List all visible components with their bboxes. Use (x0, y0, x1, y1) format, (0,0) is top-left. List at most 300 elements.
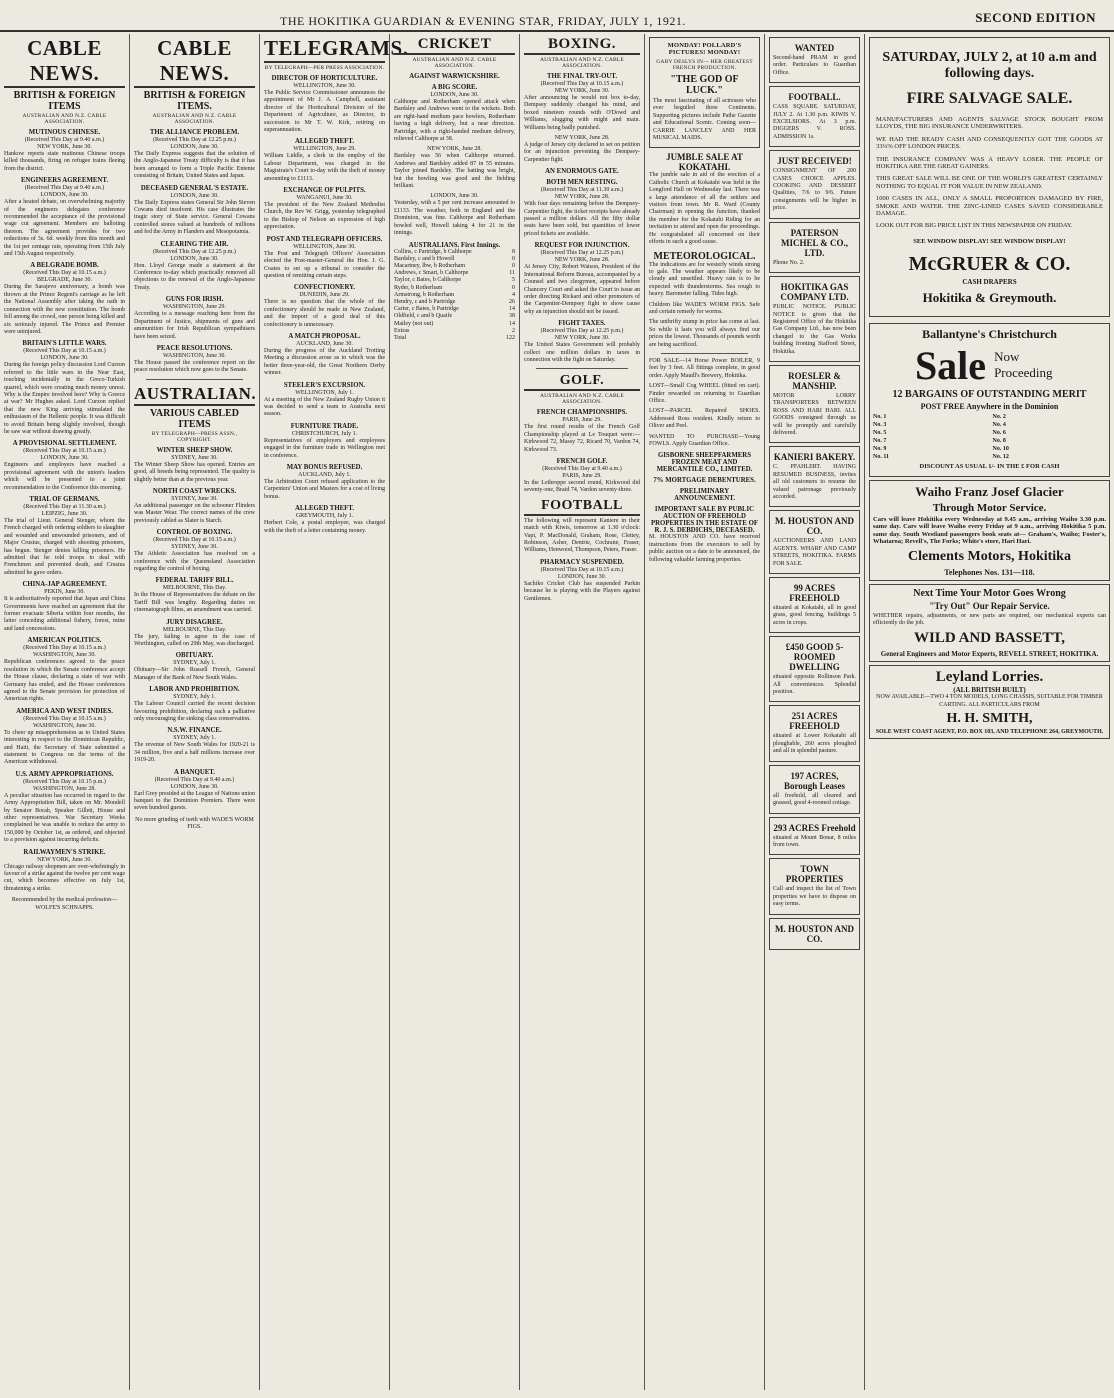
sale-banner (873, 342, 1106, 389)
article-headline: WINTER SHEEP SHOW. (156, 446, 233, 454)
classified-advert (769, 222, 860, 273)
theatre-advert (649, 37, 760, 148)
advert-text: Call and inspect the list of Town properties we have to dispose on easy terms. (773, 886, 856, 908)
dateline: LONDON, June 30. (40, 192, 89, 199)
auction-sub: 7% MORTGAGE DEBENTURES. (653, 477, 756, 485)
column-subheading: BRITISH & FOREIGN ITEMS. (143, 90, 246, 112)
bargain-item: No. 6 (992, 429, 1006, 436)
firm-sub: CASH DRAPERS (962, 277, 1017, 286)
article-text: According to a message reaching here from the Department of Justice, shipments of guns and ammunition for Irish Republican sympathisers have been seized. (134, 311, 255, 340)
dateline: SYDNEY, July 1. (173, 735, 216, 742)
article-text: During the foreign policy discussion Lord Curzon referred to the little wars in the Near East, touching incidentally in the Greco-Turkish quarrel, which were creating much money unrest. Why is the Empire involved here? Why is Greece at war? Mr Hughes asked. Lord Curzon replied that the new King arriving stimulated the enthusiasm of the Hellenic people. It was difficult to avoid Britain being slightly involved, though he saw war without drawing greatly. (4, 362, 125, 435)
motor-heading: Next Time Your Motor Goes Wrong (913, 587, 1066, 599)
article-text: The United States Government will probably collect one million dollars in taxes in connection with the fight on Saturday. (524, 342, 640, 363)
dateline: NEW YORK, June 28. (427, 146, 482, 153)
article-headline: PEACE RESOLUTIONS. (156, 344, 233, 352)
article-text: The Winter Sheep Show has opened. Entries are good, all breeds being represented. The quality is slightly better than at the previous year. (134, 461, 255, 483)
firm-name: McGRUER & CO. (908, 252, 1071, 275)
auction-text: M. HOUSTON AND CO. have received instructions from the executors to sell by public auction on a date to be announced, the following valuable farming properties. (649, 534, 760, 563)
article-headline: NORTH COAST WRECKS. (152, 487, 237, 495)
received-line: (Received This Day at 12.25 p.m.) (153, 248, 236, 255)
article-text: The jury, failing to agree in the case of Worthington, called on 29th May, was discharged. (134, 633, 255, 647)
received-line: (Received This Day at 9.40 a.m.) (24, 185, 105, 192)
divider (146, 379, 243, 380)
dateline: GREYMOUTH, July 1. (295, 513, 354, 520)
bargain-item: No. 8 (992, 437, 1006, 444)
bargain-item: No. 10 (992, 445, 1009, 452)
scoreboard-title: AUSTRALIANS. First Innings. (408, 241, 501, 249)
received-line: (Received This Day at 10.15 a.m.) (23, 645, 106, 652)
article-text: The trial of Lieut. General Stenger, whom the French charged with ordering soldiers to slaughter and wounded and unwounded prisoners, and of Major Crusius, charged with shooting prisoners, has begun. Stenger denies killing prisoners. He admitted that he told troops to deal with Frenchmen and prevented death, and Crusius admitted he gave orders. (4, 518, 125, 576)
article-headline: A BELGRADE BOMB. (30, 262, 99, 270)
note-item: The unthrifty stump in price has come at last. So while it lasts you will always find our prices the lowest. Thousands of pounds worth are being sacrificed. (649, 319, 760, 348)
classified-advert (769, 636, 860, 702)
batsman: Oldfield, c and b Quaife (394, 313, 453, 320)
dateline: WASHINGTON, June 30. (163, 352, 226, 359)
article-text: At Jersey City, Robert Watson, President of the International Reform Bureau, accompanied by a Counsel and two clergymen, appeared before Chancery Court and asked the Court to issue an order directing Rickard and other promoters of the Carpentier-Dempsey fight to show cause why an injunction should not be issued. (524, 264, 640, 315)
waiho-text: Cars will leave Hokitika every Wednesday at 9.45 a.m., arriving Waiho 3.30 p.m. same day. Cars will leave Waiho every Friday at 9 a.m., arriving Hokitika 5 p.m. same day. South Westland passengers book seats at— Graham's, Waiho; Foster's, Whataroa; Revell's, The Forks; White's store, Hari Hari. (873, 515, 1106, 546)
article-text: Chicago railway shopmen are over-whelmingly in favour of a strike against the twelve per cent wage cut, which becomes effective on July 1st, threatening a strike. (4, 863, 125, 892)
dateline: LONDON, June 30. (430, 193, 479, 200)
article-headline: FIGHT TAXES. (558, 320, 606, 328)
article-list (524, 409, 640, 494)
article-text: The Athletic Association has resolved on a conference with the Queensland Association regarding the control of boxing. (134, 551, 255, 572)
ballantyne-advert (869, 323, 1110, 477)
column-heading: CABLE NEWS. (134, 36, 255, 88)
score-row (394, 321, 515, 328)
pharmacy-text: Sachiko Cricket Club has suspended Parkin because he is playing with the Players against Gentlemen. (524, 580, 640, 602)
classified-advert (769, 765, 860, 814)
advert-text: situated at Lower Kokatahi all ploughable, 260 acres ploughed and all in splendid pasture. (773, 733, 856, 755)
dateline: WELLINGTON, June 30. (293, 83, 356, 89)
received-line: (Received This Day at 12.25 p.m.) (153, 137, 236, 143)
article-text: Earl Grey presided at the League of Nations union banquet to the Dominion Premiers. There were seven hundred guests. (134, 790, 255, 812)
classified-advert (769, 37, 860, 83)
dateline: PEKIN, June 30. (44, 589, 85, 596)
dateline: SYDNEY, June 30. (171, 454, 218, 461)
runs: 11 (509, 270, 515, 277)
article-headline: MAY BONUS REFUSED. (286, 464, 363, 471)
batsman: Andrews, c Smart, b Calthorpe (394, 270, 469, 277)
article-text: After a heated debate, on overwhelming majority of the engineers delegates conference recommended the acceptance of the provisional wage cut agreement. Members are balloting thereon. The agreement provides for two reductions of 3s. 6d. weekly from this month and the 1st per centage rate, operating from 15th July and 15th August respectively. (4, 199, 125, 258)
received-line: (Received This Day at 10.15 a.m.) (23, 715, 106, 722)
article-headline: A BIG SCORE. (431, 84, 478, 91)
article-text: It is authoritatively reported that Japan and China Governments have reached an agreement that the former evacuate Siberia within four months, the latter conceding additional fishery, forest, mine and land concessions. (4, 596, 125, 632)
dateline: LONDON, June 30. (170, 192, 219, 199)
dateline: LONDON, June 30. (170, 255, 219, 262)
jumble-text: The jumble sale in aid of the erection of a Catholic Church at Kokatahi was held in the Longford Hall on Wednesday last. There was a large attendance of all the settlers and visitors from town. Mr R. Ward (County Chairman) in opening the function, thanked the member for the Kokatahi Riding for an invitation to attend and open the proceedings. He congratulated all concerned on their efforts in such a good cause. (649, 172, 760, 246)
motor-sub: "Try Out" Our Repair Service. (929, 600, 1050, 611)
advert-heading: M. HOUSTON AND CO. (774, 516, 855, 537)
advert-heading: 293 ACRES Freehold (773, 822, 856, 833)
advert-heading: PATERSON MICHEL & CO., LTD. (780, 227, 848, 258)
received-line: (Received This Day at 11.30 a.m.) (540, 187, 624, 194)
received-line: (Received This Day at 10.15 a.m.) (153, 537, 236, 544)
dateline: WASHINGTON, June 30. (33, 652, 96, 659)
divider (536, 368, 628, 369)
score-row (394, 285, 515, 292)
dateline: WASHINGTON, June 29. (163, 304, 226, 311)
masthead (0, 0, 1114, 32)
section-subheading: VARIOUS CABLED ITEMS (149, 407, 239, 430)
received-line: (Received This Day at 9.40 a.m.) (24, 137, 105, 143)
leyland-text: NOW AVAILABLE—TWO 4 TON MODELS, LONG CHASSIS, SUITABLE FOR TIMBER CARTING. ALL PARTICULARS FROM (876, 694, 1103, 708)
score-row (394, 263, 515, 270)
article-headline: ALLEGED THEFT. (294, 138, 355, 146)
column-cricket (390, 34, 520, 1390)
bargain-item: No. 7 (873, 437, 887, 444)
article-headline: LABOR AND PROHIBITION. (149, 686, 240, 694)
dateline: NEW YORK, June 28. (554, 257, 610, 264)
article-text: In the Lethroppe second round, Kirkwood did seventy-one, Braid 74, Vardon seventy-three. (524, 479, 640, 494)
dateline: PARIS, June 29. (562, 417, 602, 424)
article-text: There is no question that the whole of the confectionery should be made in New Zealand, and the import of a good deal of this confectionery is unnecessary. (264, 299, 385, 328)
received-line: (Received This Day at 11.30 a.m.) (23, 504, 106, 510)
batsman: Extras (394, 327, 410, 334)
football-text: The following will represent Kaniere in their match with Kiwis, tomorrow at 1.30 o'clock: Vapi, P. MacDonald, Graham, Rose, Clettey, Robinson, Asher, Dentrie, Cochrane, Fraser, Williams, Henwood, Thompson, Peters, Fraser. (524, 517, 640, 554)
article-headline: A PROVISIONAL SETTLEMENT. (12, 440, 117, 448)
advert-heading: ROESLER & MANSHIP. (788, 370, 841, 391)
dateline: AUCKLAND, June 30. (296, 340, 353, 347)
advert-text: MOTOR LORRY TRANSPORTERS BETWEEN ROSS AND HARI HARI. ALL GOODS consigned through us will be promptly and carefully delivered. (773, 392, 856, 436)
dateline: WASHINGTON, June 28. (33, 785, 96, 792)
dateline: SYDNEY, July 1. (173, 660, 216, 667)
article-headline: REQUEST FOR INJUNCTION. (534, 242, 630, 250)
article-text: The Labour Council carried the recent decision favouring prohibition, declaring such a palliative only encouraging the sinking class conservation. (134, 701, 255, 723)
column-cable-news-1 (0, 34, 130, 1390)
runs: 26 (509, 298, 515, 305)
dateline: NEW YORK, June 30. (37, 856, 92, 863)
advert-text: situated at Kokatahi, all in good grass, good fencing, buildings 5 acres in crops. (773, 605, 856, 626)
leyland-firm-sub: SOLE WEST COAST AGENT, P.O. BOX 103, AND TELEPHONE 264, GREYMOUTH. (875, 729, 1104, 736)
batsman: Macartney, lbw, b Rotherham (394, 262, 466, 269)
batsman: Hendry, c and b Partridge (394, 298, 456, 305)
section-heading-australian: AUSTRALIAN. (134, 384, 255, 406)
auction-notice: PRELIMINARY ANNOUNCEMENT. (674, 488, 735, 503)
advert-heading: HOKITIKA GAS COMPANY LTD. (780, 282, 849, 303)
article-text: The revenue of New South Wales for 1920-21 is 34 million, five and a half millions increase over 1919-20. (134, 742, 255, 764)
batsman: Bardsley, c and b Howell (394, 255, 455, 262)
received-line: (Received This Day at 12.25 p.m.) (540, 250, 624, 257)
association-line: BY TELEGRAPH—PER PRESS ASSOCIATION. (264, 65, 385, 71)
advert-text: C. PFAHLERT. HAVING RESUMED BUSINESS, invites all old customers to resume the valued patronage previously accorded. (773, 464, 856, 500)
article-text: Herbert Cole, a postal employee, was charged with the theft of a letter containing money. (264, 520, 385, 534)
advert-heading: WANTED (794, 43, 835, 53)
article-text: The first round results of the French Golf Championship played at Le Touquet were:—Kirkwood 72, Massy 72, Ricard 70, Vardon 74, Kirkwood 73. (524, 424, 640, 453)
dateline: LEIPZIG, June 30. (41, 511, 88, 517)
classified-ad: WANTED TO PURCHASE—Young FOWLS. Apply Guardian Office. (649, 433, 760, 448)
article-text: The Public Service Commissioner announces the appointment of Mr J. A. Campbell, assistant director of the Horticultural Division of the Department of Agriculture, as Director, in succession to Mr T. W. Kirk, retiring on superannuation. (264, 90, 385, 134)
score-row (394, 270, 515, 277)
classified-advert (769, 705, 860, 761)
theatre-sub: GABY DESLYS IN— HER GREATEST FRENCH PRODUCTION. (656, 59, 753, 71)
runs: 0 (512, 284, 515, 291)
pharmacy-heading: PHARMACY SUSPENDED. (540, 558, 624, 566)
article-list (394, 73, 515, 238)
theatre-text: The most fascinating of all actresses who ever beguiled three Continents. Supporting pictures include Pathe Gazette and Educational Scenic. Coming soon—CARRIE LANCLEY AND HER MUSICAL MAIDS. (653, 98, 756, 142)
bargain-item: No. 12 (992, 453, 1009, 460)
article-list (264, 75, 385, 535)
classified-advert (769, 918, 860, 950)
runs: 2 (512, 327, 515, 334)
classified-ad: LOST—PARCEL Repaired SHOES. Addressed Ross resident. Kindly return to Oliver and Peel. (649, 408, 760, 430)
article-headline: FRENCH CHAMPIONSHIPS. (536, 409, 628, 417)
bargain-item: No. 11 (873, 453, 890, 460)
advert-text: Phone No. 2. (773, 259, 805, 266)
dateline: LONDON, June 30. (40, 455, 89, 462)
bargain-item: No. 3 (873, 421, 887, 428)
runs: 0 (512, 262, 515, 269)
column-local-news (645, 34, 765, 1390)
article-headline: CHINA-JAP AGREEMENT. (22, 581, 107, 589)
dateline: DUNEDIN, June 29. (299, 292, 350, 299)
article-headline: BRITAIN'S LITTLE WARS. (22, 340, 107, 348)
waiho-firm: Clements Motors, Hokitika (908, 548, 1071, 564)
dateline: NEW YORK, June 30. (554, 335, 610, 342)
waiho-phone: Telephones Nos. 131—118. (944, 567, 1035, 577)
classified-advert (769, 365, 860, 443)
article-text: During the progress of the Auckland Trotting Meeting a discussion arose as to which was the better three-year-old, the Great Northern Derby winner. (264, 347, 385, 377)
batsman: Total (394, 334, 407, 341)
fire-sale-heading: FIRE SALVAGE SALE. (906, 90, 1073, 107)
ballantyne-line: Ballantyne's Christchurch (922, 326, 1057, 341)
dateline: BELGRADE, June 30. (37, 277, 92, 284)
article-headline: A BANQUET. (173, 768, 216, 776)
article-text: The president of the New Zealand Methodist Church, the Rev W. Grigg, yesterday telegraphed to the Bishop of Nelson an expression of high appreciation. (264, 202, 385, 231)
column-footer: No more grinding of teeth with WADE'S WORM FIGS. (135, 816, 254, 831)
note-item: Children like WADE'S WORM FIGS. Safe and certain remedy for worms. (649, 301, 760, 315)
auction-sale: IMPORTANT SALE BY PUBLIC AUCTION OF FREEHOLD PROPERTIES IN THE ESTATE OF R. J. S. DEBDICHS, DECEASED. (650, 506, 759, 535)
batsman: Taylor, c Bates, b Calthorpe (394, 277, 461, 284)
sale-date: SATURDAY, JULY 2, at 10 a.m and following days. (882, 50, 1097, 81)
article-text: Bardsley was 56 when Calthorpe returned. Andrews and Bardsley added 87 in 55 minutes. Taylor joined Bardsley. The batting was bright, but the bowling was good and the fielding brilliant. (394, 153, 515, 190)
jumble-heading: JUMBLE SALE AT KOKATAHI. (666, 152, 743, 173)
advert-text: all freehold, all cleared and grassed, good 4-roomed cottage. (773, 792, 856, 807)
classified-advert (769, 86, 860, 147)
classified-advert (769, 276, 860, 362)
dateline: MELBOURNE, This Day. (162, 585, 227, 592)
advert-text: CONSIGNMENT OF 200 CASES CHOICE APPLES. COOKING AND DESSERT Qualities, 7/6 to 9/6. Future consignments will be higher in price. (773, 168, 856, 212)
dateline: LONDON, June 30. (430, 92, 479, 98)
article-text: To cheer up misapprehension as to United States interesting in respect to the Dominican Republic, and Haiti, the Secretary of State submitted a statement to Congress on the terms of the American withdrawal. (4, 729, 125, 766)
fire-sale-text: 1000 CASES IN ALL, ONLY A SMALL PROPORTION DAMAGED BY FIRE, SMOKE AND WATER. THE ZINC-LINED CASES SAVED CONSIDERABLE DAMAGE. (876, 195, 1103, 218)
article-headline: MUTINOUS CHINESE. (28, 129, 101, 136)
score-row (394, 313, 515, 320)
runs: 14 (509, 306, 515, 313)
divider (661, 353, 748, 354)
association-line: AUSTRALIAN AND N.Z. CABLE ASSOCIATION. (540, 393, 624, 406)
article-headline: N.S.W. FINANCE. (167, 727, 222, 735)
film-title: "THE GOD OF LUCK." (670, 74, 739, 96)
score-row (394, 292, 515, 299)
discount-line: DISCOUNT AS USUAL 1/- IN THE £ FOR CASH (919, 462, 1060, 470)
column-cable-news-2 (130, 34, 260, 1390)
article-text: Republican conferences agreed to the peace resolution in which the Senate conference accept the House clause, declaring a state of war with Germany has ended, and the House conferences agreed to the Senate provision for protection of American rights. (4, 659, 125, 703)
auction-heading: GISBORNE SHEEPFARMERS FROZEN MEAT AND MERCANTILE CO., LIMITED. (656, 452, 753, 474)
leyland-sub: (ALL BRITISH BUILT) (953, 686, 1026, 695)
article-headline: DIRECTOR OF HORTICULTURE. (271, 75, 378, 82)
leyland-heading: Leyland Lorries. (935, 669, 1044, 686)
article-text: A judge of Jersey city declared to set on petition for an injunction preventing the Dempsey-Carpentier fight. (524, 142, 640, 163)
received-line: (Received This Day at 9.40 a.m.) (542, 465, 622, 472)
column-heading: CABLE NEWS. (4, 36, 125, 88)
classified-advert (769, 858, 860, 914)
received-line: (Received This Day at 10.15 a.m.) (23, 270, 106, 277)
column-heading: CRICKET (394, 36, 515, 55)
advert-heading: 197 ACRES, Borough Leases (783, 770, 846, 791)
column-display-ads (865, 34, 1114, 1390)
advert-text: situated at Mount Bonar, 8 miles from town. (773, 834, 856, 848)
column-subheading: BRITISH & FOREIGN ITEMS (13, 90, 116, 112)
bargain-grid (873, 414, 1106, 460)
advert-heading: 251 ACRES FREEHOLD (789, 711, 840, 732)
article-headline: FEDERAL TARIFF BILL. (155, 577, 234, 585)
article-headline: CONFECTIONERY. (293, 284, 356, 292)
motor-text: WHETHER repairs, adjustments, or new parts are required, our mechanical experts can efficiently do the job. (873, 612, 1106, 626)
article-text: The Post and Telegraph Officers' Association elected the Post-master-General the Hon. J. G. Coates to set up a tribunal to consider the question of remitting certain steps. (264, 250, 385, 279)
article-headline: ALLEGED THEFT. (294, 505, 355, 513)
article-headline: RAILWAYMEN'S STRIKE. (23, 848, 106, 856)
article-text: An additional passenger on the schooner Flinders was Master Wear. The correct names of the crew previously cabled as Slater is Starch. (134, 502, 255, 524)
article-text: Obituary—Sir John Russell French, General Manager of the Bank of New South Wales. (134, 667, 255, 681)
article-text: With four days remaining before the Dempsey-Carpentier fight, the ticket receipts have already passed a million dollars. All the fifty dollar seats have been sold, but quantities of lower priced tickets are available. (524, 201, 640, 237)
article-text: During the Sarajevo anniversary, a bomb was thrown at the Prince Regent's carriage as he left the National Assembly after taking the oath in connection with the new constitution. The bomb fell among the crowd, one person being killed and six seriously injured. The Prince and Premier were uninjured. (4, 284, 125, 335)
article-text: William Liddle, a clerk in the employ of the Labour Department, was charged in the Magistrate's Court to-day with the theft of money amounting to £1113. (264, 153, 385, 182)
runs: 122 (506, 334, 515, 341)
fire-salvage-advert (869, 37, 1110, 317)
article-headline: THE FINAL TRY-OUT. (546, 73, 618, 80)
batsman: Carter, c Bates, b Partridge (394, 306, 459, 313)
advert-heading: TOWN PROPERTIES (785, 864, 844, 885)
dateline: SYDNEY, June 30. (171, 544, 218, 551)
dateline: WELLINGTON, July 1. (295, 389, 354, 396)
article-text: The Arbitration Court refused application to the Carpenters' Union and Masters for a cost of living bonus. (264, 479, 385, 500)
article-headline: BOTH MEN RESTING. (546, 179, 618, 187)
dateline: AUCKLAND, July 1. (298, 472, 351, 478)
association-line: AUSTRALIAN AND N.Z. CABLE ASSOCIATION. (152, 113, 237, 125)
article-text: At a meeting of the New Zealand Rugby Union it was decided to send a team to Australia next season. (264, 396, 385, 418)
leyland-firm: H. H. SMITH, (946, 711, 1033, 727)
meteorological-text: The indications are for westerly winds strong to gale. The weather appears likely to be cloudy and unsettled. Heavy rain is to be expected with thunderstorms. Sea rough to heavy. Barometer falling. Tides high. (649, 261, 760, 298)
dateline: LONDON, June 30. (170, 144, 219, 150)
advert-heading: KANIERI BAKERY. (773, 452, 856, 463)
dateline: NEW YORK, June 28. (554, 194, 610, 201)
association-line: AUSTRALIAN AND N.Z. CABLE ASSOCIATION. (22, 113, 107, 125)
dateline: PARIS, June 29. (562, 472, 602, 479)
waiho-heading: Waiho Franz Josef Glacier (915, 483, 1064, 499)
column-heading: BOXING. (524, 36, 640, 55)
dateline: WASHINGTON, June 30. (33, 722, 96, 729)
runs: 38 (509, 313, 515, 320)
dateline: NEW YORK, June 30. (554, 88, 610, 94)
article-text: Calthorpe and Rotherham opened attack when Bardsley and Andrews went to the wickets. Both are right-hand medium pace bowlers, Rotherham having a high delivery, but a near direction. Partridge, with a right-handed medium delivery, relieved Calthorpe at 38. (394, 99, 515, 143)
leyland-advert (869, 665, 1110, 739)
fire-sale-text: THIS GREAT SALE WILL BE ONE OF THE WORLD'S GREATEST CERTAINLY NOTHING TO EQUAL IT FOR VALUE IN NEW ZEALAND. (876, 175, 1103, 190)
article-headline: FURNITURE TRADE. (290, 422, 359, 430)
dateline: NEW YORK, June 28. (554, 135, 610, 142)
article-headline: ENGINEERS AGREEMENT. (20, 177, 109, 185)
runs: 8 (512, 248, 515, 255)
dateline: WELLINGTON, June 29. (293, 146, 356, 153)
runs: 4 (512, 291, 515, 298)
now-proceeding: Now Proceeding (994, 349, 1053, 381)
article-list (524, 73, 640, 364)
column-heading: TELEGRAMS. (264, 36, 385, 63)
runs: 5 (512, 277, 515, 284)
column-boxing (520, 34, 645, 1390)
article-text: The House passed the conference report on the peace resolution which now goes to the Senate. (134, 359, 255, 374)
article-headline: JURY DISAGREE. (166, 618, 223, 626)
received-line: (Received This Day at 10.15 p.m.) (23, 778, 106, 785)
received-line: (Received This Day at 12.25 p.m.) (540, 328, 624, 335)
sale-word: Sale (914, 342, 987, 388)
received-line: (Received This Day at 10.15 a.m.) (23, 448, 106, 455)
theatre-banner: MONDAY! POLLARD'S PICTURES! MONDAY! (667, 42, 742, 56)
waiho-sub: Through Motor Service. (932, 501, 1047, 514)
bargain-item: No. 1 (873, 413, 887, 420)
classified-advert (769, 510, 860, 574)
dateline: SYDNEY, June 30. (171, 495, 218, 502)
fire-sale-text: MANUFACTURERS AND AGENTS SALVAGE STOCK BOUGHT FROM LLOYDS, THE BIG INSURANCE UNDERWRITERS. (876, 116, 1103, 131)
article-text: Yesterday, with a 5 per cent increase amounted to £1133. The weather, both in England and the Dominion, was fine. Calthorpe and Rotherham bowled well, Howell taking 4 for 21 in the innings. (394, 200, 515, 237)
runs: 0 (512, 255, 515, 262)
article-text: Hon. Lloyd George made a statement at the Conference to-day which practically removed all objections to the renewal of the Anglo-Japanese Treaty. (134, 262, 255, 291)
dateline: CHRISTCHURCH, July 1. (291, 430, 358, 437)
article-text: The Daily Express states General Sir John Steven Cowans died insolvent. His case illustrates the tragic story of State service. General Cowans controlled stores valued at hundreds of millions and fed the Army in Flanders and Mesopotamia. (134, 199, 255, 236)
motor-firm: WILD AND BASSETT, (913, 630, 1066, 647)
firm-location: Hokitika & Greymouth. (922, 289, 1057, 305)
article-headline: DECEASED GENERAL'S ESTATE. (140, 184, 249, 192)
article-headline: CONTROL OF BOXING. (156, 529, 233, 537)
dateline: LONDON, June 30. (557, 573, 607, 580)
article-headline: POST AND TELEGRAPH OFFICERS. (266, 235, 383, 243)
runs: 14 (509, 320, 515, 327)
motor-firm-sub: General Engineers and Motor Experts, REVELL STREET, HOKITIKA. (880, 650, 1099, 659)
article-headline: THE ALLIANCE PROBLEM. (149, 129, 240, 136)
score-row (394, 256, 515, 263)
fire-sale-text: LOOK OUT FOR BIG PRICE LIST IN THIS NEWSPAPER ON FRIDAY. (876, 222, 1073, 230)
article-text: After announcing he would not box to-day, Dempsey suddenly changed his mind, and boxed nineteen rounds with O'Dowd and Williams, slugging with might and main. Williams being badly punished. (524, 95, 640, 131)
article-text: Engineers and employers have reached a provisional agreement with the union's leaders which will be presented to a joint recommendation to the Conference this morning. (4, 462, 125, 491)
received-line: (Received This Day at 10.15 a.m.) (23, 348, 106, 355)
classified-advert (769, 150, 860, 218)
article-headline: GUNS FOR IRISH. (165, 296, 224, 304)
dateline: LONDON, June 30. (170, 783, 219, 790)
article-headline: CLEARING THE AIR. (160, 240, 229, 248)
received-line: (Received This Day at 9.40 a.m.) (154, 776, 235, 783)
score-row (394, 299, 515, 306)
motor-advert (869, 584, 1110, 663)
fire-sale-text: THE INSURANCE COMPANY WAS A HEAVY LOSER. THE PEOPLE OF HOKITIKA ARE THE GREAT GAINERS. (876, 155, 1103, 171)
advert-text: PUBLIC NOTICE. PUBLIC NOTICE is given that the Registered Office of the Hokitika Gas Company Ltd., has now been changed to the Gas Works building fronting Stafford Street, Hokitika. (773, 304, 856, 355)
column-advertisements (765, 34, 865, 1390)
dateline: WANGANUI, June 30. (296, 195, 353, 202)
advert-heading: £450 GOOD 5-ROOMED DWELLING (785, 642, 844, 673)
batsman: Mailey (not out) (394, 320, 434, 327)
article-text: Representatives of employers and employees engaged in the furniture trade in Wellington met in conference. (264, 437, 385, 459)
advert-text: AUCTIONEERS AND LAND AGENTS. WHARF AND CAMP STREETS, HOKITIKA. FARMS FOR SALE. (773, 538, 856, 567)
association-line: AUSTRALIAN AND N.Z. CABLE ASSOCIATION. (412, 57, 497, 69)
advert-heading: JUST RECEIVED! (777, 156, 852, 167)
article-text: In the House of Representatives the debate on the Tariff Bill was lengthy. Regarding duties on cinematograph films, an amendment was carried. (134, 592, 255, 614)
football-heading: FOOTBALL (524, 498, 640, 516)
article-list (134, 447, 255, 813)
article-text: A peculiar situation has occurred in regard to the Army Appropriation Bill, taken on Mr. Mondell by Senator Borah, Speaker Gillett, House and other representatives. War Secretary Weeks complained he was unable to reduce the army to 150,000 by October 1st, as ordered, and objected to a provision against incurring deficits. (4, 792, 125, 844)
classified-ad: FOR SALE—14 Horse Power BOILER, 9 feet by 3 feet. All fittings complete, in good order. Apply Maudl's Brewery, Hokitika. (649, 357, 760, 379)
score-row (394, 277, 515, 284)
batsman: Ryder, b Rotherham (394, 284, 443, 291)
dateline: LONDON, June 30. (40, 355, 89, 362)
